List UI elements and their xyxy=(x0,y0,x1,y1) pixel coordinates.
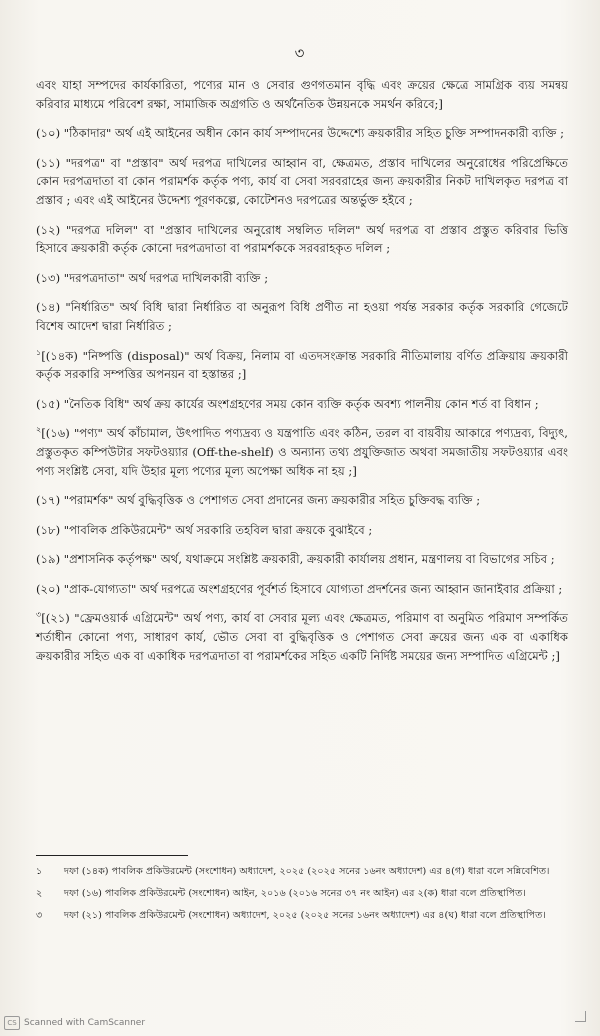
definition-13: (১৩) "দরপত্রদাতা" অর্থ দরপত্র দাখিলকারী ব্যক্তি ; xyxy=(36,270,269,285)
paragraph-continuation: এবং যাহা সম্পদের কার্যকারিতা, পণ্যের মান ও সেবার গুণগতমান বৃদ্ধি এবং ক্রয়ের ক্ষেত্রে সামগ্রিক ব্যয় সমন্বয় করিবার মাধ্যমে পরিবেশ রক্ষা, সামাজিক অগ্রগতি ও অর্থনৈতিক উন্নয়নকে সমর্থন করিবে;] xyxy=(36,78,568,111)
definition-15: (১৫) "নৈতিক বিধি" অর্থ ক্রয় কার্যের অংশগ্রহণের সময় কোন ব্যক্তি কর্তৃক অবশ্য পালনীয় কোন শর্ত বা বিধান ; xyxy=(36,396,539,411)
definition-19: (১৯) "প্রশাসনিক কর্তৃপক্ষ" অর্থ, যথাক্রমে সংশ্লিষ্ট ক্রয়কারী, ক্রয়কারী কার্যালয় প্রধান, মন্ত্রণালয় বা বিভাগের সচিব ; xyxy=(36,552,555,567)
footnotes xyxy=(36,864,568,930)
definition-10: (১০) "ঠিকাদার" অর্থ এই আইনের অধীন কোন কার্য সম্পাদনের উদ্দেশ্যে ক্রয়কারীর সহিত চুক্তি সম্পাদনকারী ব্যক্তি ; xyxy=(36,126,565,141)
scanner-watermark xyxy=(4,1016,145,1030)
definition-11: (১১) "দরপত্র" বা "প্রস্তাব" অর্থ দরপত্র দাখিলের আহ্বান বা, ক্ষেত্রমত, প্রস্তাব দাখিলের অনুরোধের পরিপ্রেক্ষিতে কোন দরপত্রদাতা বা কোন পরামর্শক কর্তৃক পণ্য, কার্য বা সেবা সরবরাহের জন্য ক্রয়কারীর নিকট দাখিলকৃত দরপত্র বা প্রস্তাব ; এবং এই আইনের উদ্দেশ্য পূরণকল্পে, কোটেশনও দরপত্রের অন্তর্ভুক্ত হইবে ; xyxy=(36,155,568,207)
footnote-divider xyxy=(36,855,188,856)
definition-12: (১২) "দরপত্র দলিল" বা "প্রস্তাব দাখিলের অনুরোধ সম্বলিত দলিল" অর্থ দরপত্র বা প্রস্তাব প্রস্তুত করিবার ভিত্তি হিসাবে ক্রয়কারী কর্তৃক কোনো দরপত্রদাতা বা পরামর্শককে সরবরাহকৃত দলিল ; xyxy=(36,222,568,256)
footnote-item xyxy=(36,908,568,923)
footnote-item xyxy=(36,886,568,901)
page-corner-mark xyxy=(575,1011,586,1022)
footnote-text: দফা (১৬) পাবলিক প্রকিউরমেন্ট (সংশোধন) আইন, ২০১৬ (২০১৬ সনের ৩৭ নং আইন) এর ২(ক) ধারা বলে প্রতিস্থাপিত। xyxy=(64,888,526,899)
footnote-number: ৩ xyxy=(36,910,43,921)
definition-20: (২০) "প্রাক-যোগ্যতা" অর্থ দরপত্রে অংশগ্রহণের পূর্বশর্ত হিসাবে যোগ্যতা প্রদর্শনের জন্য আহ্বান জানাইবার প্রক্রিয়া ; xyxy=(36,581,563,596)
camscanner-logo-icon: CS xyxy=(4,1016,20,1030)
definition-16: $^২$[(১৬) "পণ্য" অর্থ কাঁচামাল, উৎপাদিত পণ্যদ্রব্য ও যন্ত্রপাতি এবং কঠিন, তরল বা বায়বীয় আকারে পণ্যদ্রব্য, বিদ্যুৎ, প্রস্তুতকৃত কম্পিউটার সফটওয়্যার (Off-the-shelf) ও অন্যান্য তথ্য প্রযুক্তিজাত অথবা সমজাতীয় সফটওয়্যার এবং পণ্য সংশ্লিষ্ট সেবা, যদি উহার মূল্য পণ্যের মূল্য অপেক্ষা অধিক না হয় ;] xyxy=(36,425,568,478)
footnote-text: দফা (২১) পাবলিক প্রকিউরমেন্ট (সংশোধন) অধ্যাদেশ, ২০২৫ (২০২৫ সনের ১৬নং অধ্যাদেশ) এর ৪(ঘ) ধারা বলে প্রতিস্থাপিত। xyxy=(64,910,546,921)
footnote-number: ১ xyxy=(36,866,43,877)
definitions-body xyxy=(36,76,568,676)
definition-18: (১৮) "পাবলিক প্রকিউরমেন্ট" অর্থ সরকারি তহবিল দ্বারা ক্রয়কে বুঝাইবে ; xyxy=(36,522,373,537)
footnote-marker: ১ xyxy=(36,347,42,357)
definition-14: (১৪) "নির্ধারিত" অর্থ বিধি দ্বারা নির্ধারিত বা অনুরূপ বিধি প্রণীত না হওয়া পর্যন্ত সরকার কর্তৃক সরকারি গেজেটে বিশেষ আদেশ দ্বারা নির্ধারিত ; xyxy=(36,300,568,333)
footnote-number: ২ xyxy=(36,888,43,899)
definition-21: $^৩$[(২১) "ফ্রেমওয়ার্ক এগ্রিমেন্ট" অর্থ পণ্য, কার্য বা সেবার মূল্য এবং ক্ষেত্রমত, পরিমাণ বা অনুমিত পরিমাণ সম্পর্কিত শর্তাধীন কোনো পণ্য, সাধারণ কার্য, ভৌত সেবা বা বুদ্ধিবৃত্তিক ও পেশাগত সেবা ক্রয়ের জন্য এক বা একাধিক ক্রয়কারীর সহিত এক বা একাধিক দরপত্রদাতা বা পরামর্শকের সহিত একটি নির্দিষ্ট সময়ের জন্য সম্পাদিত এগ্রিমেন্ট ;] xyxy=(36,610,568,663)
footnote-item xyxy=(36,864,568,879)
definition-17: (১৭) "পরামর্শক" অর্থ বুদ্ধিবৃত্তিক ও পেশাগত সেবা প্রদানের জন্য ক্রয়কারীর সহিত চুক্তিবদ্ধ ব্যক্তি ; xyxy=(36,493,481,508)
footnote-text: দফা (১৪ক) পাবলিক প্রকিউরমেন্ট (সংশোধন) অধ্যাদেশ, ২০২৫ (২০২৫ সনের ১৬নং অধ্যাদেশ) এর ৪(গ) ধারা বলে সন্নিবেশিত। xyxy=(64,866,550,877)
footnote-marker: ৩ xyxy=(36,610,42,620)
footnote-marker: ২ xyxy=(36,425,42,435)
definition-14ka: $^১$[(১৪ক) "নিষ্পত্তি (disposal)" অর্থ বিক্রয়, নিলাম বা এতদসংক্রান্ত সরকারি নীতিমালায় বর্ণিত প্রক্রিয়ায় ক্রয়কারী কর্তৃক সরকারি সম্পত্তির অপনয়ন বা হস্তান্তর ;] xyxy=(36,347,568,382)
watermark-text: Scanned with CamScanner xyxy=(24,1018,146,1028)
page-number: ৩ xyxy=(294,44,306,62)
